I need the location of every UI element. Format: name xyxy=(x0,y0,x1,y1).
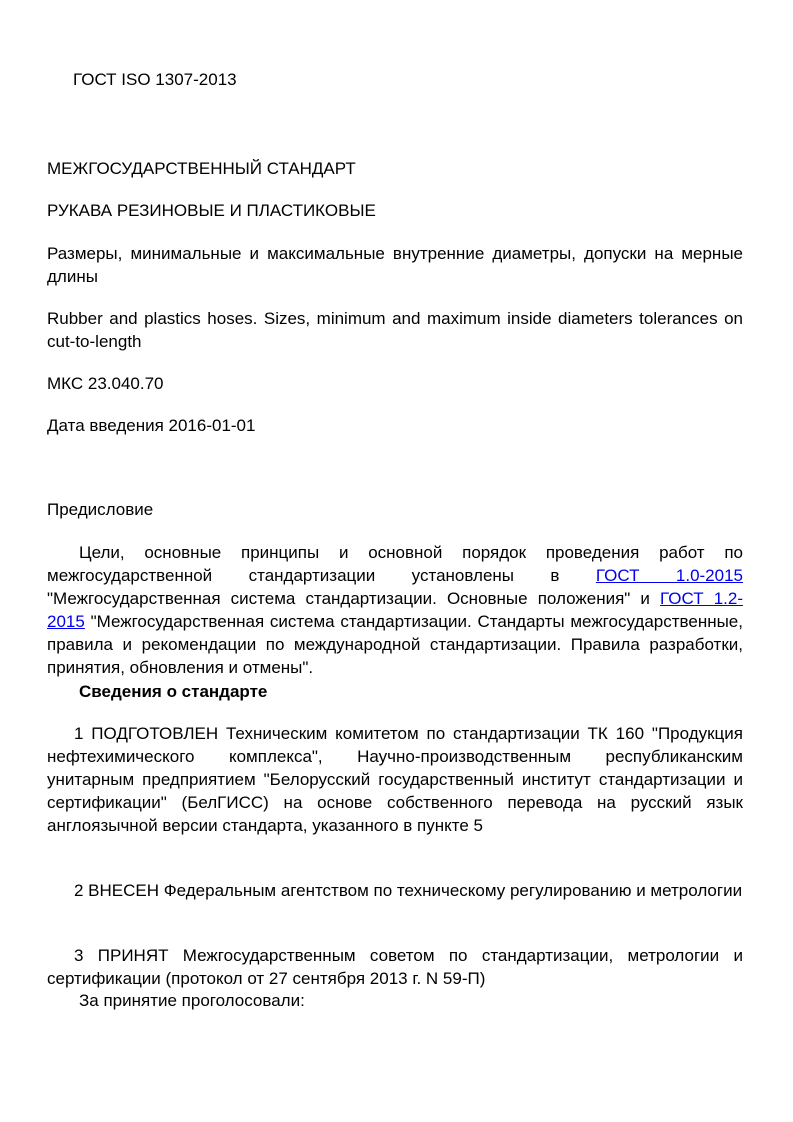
title-en: Rubber and plastics hoses. Sizes, minimum and maximum inside diameters tolerances on cut-to-length xyxy=(47,309,743,351)
subtitle-ru: Размеры, минимальные и максимальные внутренние диаметры, допуски на мерные длины xyxy=(47,244,743,286)
gost-1-0-2015-link[interactable]: ГОСТ 1.0-2015 xyxy=(595,566,743,585)
foreword-heading: Предисловие xyxy=(47,500,154,519)
about-item-2: 2 ВНЕСЕН Федеральным агентством по техническому регулированию и метрологии xyxy=(74,881,743,900)
gost-1-2-2015-link[interactable]: ГОСТ 1.2-2015 xyxy=(47,589,743,631)
foreword-paragraph xyxy=(47,541,743,679)
standard-type: МЕЖГОСУДАРСТВЕННЫЙ СТАНДАРТ xyxy=(47,159,356,178)
about-standard-heading: Сведения о стандарте xyxy=(79,682,268,701)
foreword-text-part1: Цели, основные принципы и основной порядок проведения работ по межгосударственной стандартизации установлены в xyxy=(47,543,743,585)
foreword-text-part3: "Межгосударственная система стандартизации. Стандарты межгосударственные, правила и рекомендации по международной стандартизации. Правила разработки, принятия, обновления и отмены". xyxy=(47,612,743,677)
title-ru: РУКАВА РЕЗИНОВЫЕ И ПЛАСТИКОВЫЕ xyxy=(47,201,376,220)
voted-label: За принятие проголосовали: xyxy=(79,991,305,1010)
doc-code: ГОСТ ISO 1307-2013 xyxy=(73,70,237,89)
mks-code: МКС 23.040.70 xyxy=(47,374,164,393)
foreword-text-part2: "Межгосударственная система стандартизации. Основные положения" и xyxy=(47,589,661,608)
intro-date: Дата введения 2016-01-01 xyxy=(47,416,256,435)
about-item-3: 3 ПРИНЯТ Межгосударственным советом по стандартизации, метрологии и сертификации (протокол от 27 сентября 2013 г. N 59-П) xyxy=(47,946,743,988)
about-item-1: 1 ПОДГОТОВЛЕН Техническим комитетом по стандартизации ТК 160 "Продукция нефтехимического комплекса", Научно-производственным республиканским унитарным предприятием "Белорусский государственный институт стандартизации и сертификации" (БелГИСС) на основе собственного перевода на русский язык англоязычной версии стандарта, указанного в пункте 5 xyxy=(47,724,743,835)
